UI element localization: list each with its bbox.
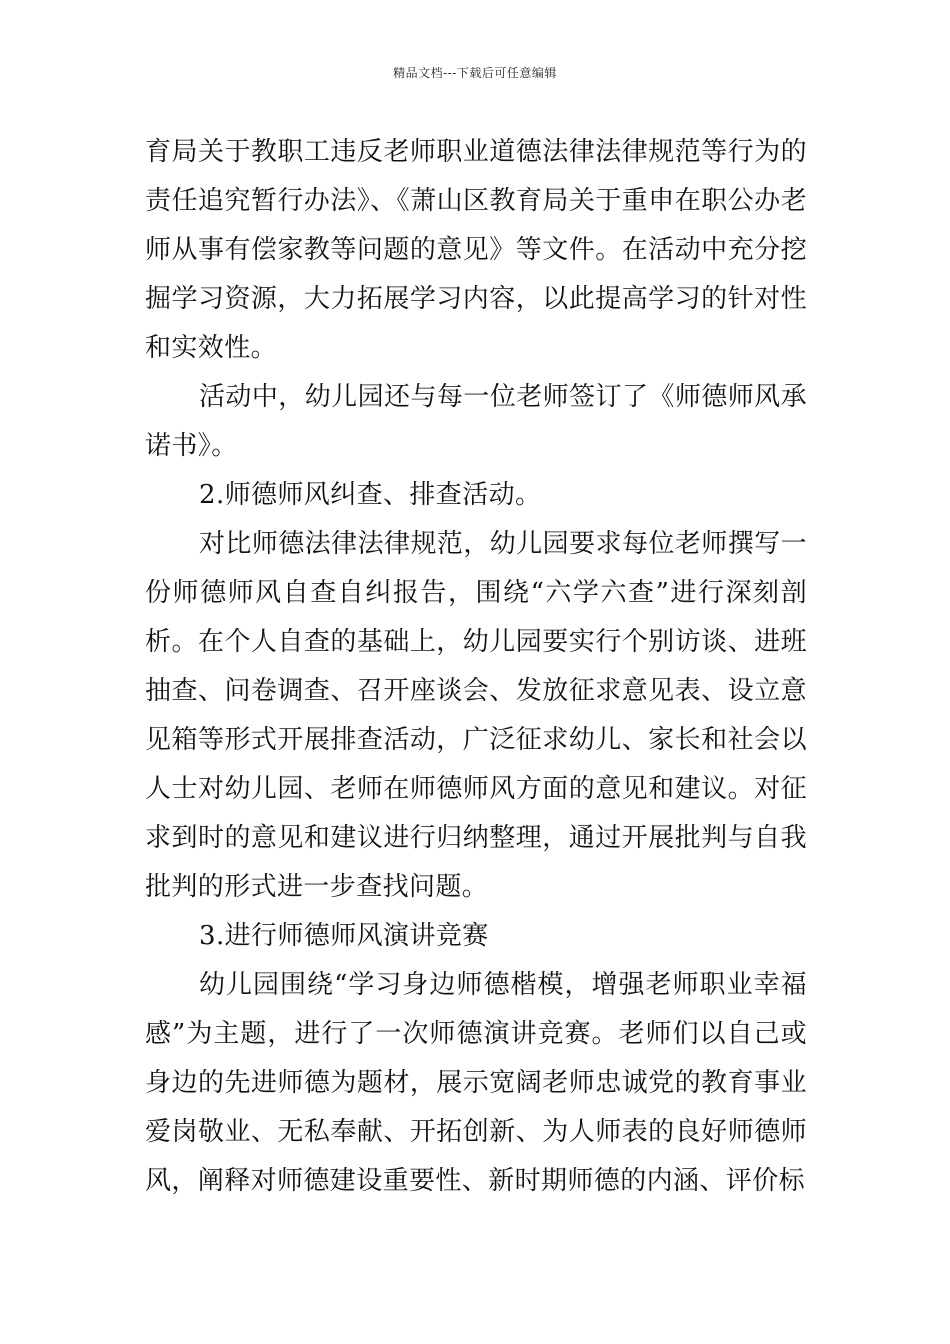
page-header: 精品文档---下载后可任意编辑 [393, 66, 557, 80]
paragraph-commitment: 活动中，幼儿园还与每一位老师签订了《师德师风承诺书》。 [145, 382, 807, 461]
section-heading-3: 3.进行师德师风演讲竞赛 [199, 921, 489, 951]
paragraph-speech-contest: 幼儿园围绕“学习身边师德楷模，增强老师职业幸福感”为主题，进行了一次师德演讲竞赛。老师们以自己或身边的先进师德为题材，展示宽阔老师忠诚党的教育事业爱岗敬业、无私奉献、开拓创新、为人师表的良好师德师风，阐释对师德建设重要性、新时期师德的内涵、评价标 [145, 970, 807, 1196]
paragraph-continuation: 育局关于教职工违反老师职业道德法律法律规范等行为的责任追究暂行办法》、《萧山区教育局关于重申在职公办老师从事有偿家教等问题的意见》等文件。在活动中充分挖掘学习资源，大力拓展学习内容，以此提高学习的针对性和实效性。 [145, 137, 807, 363]
paragraph-self-check: 对比师德法律法律规范，幼儿园要求每位老师撰写一份师德师风自查自纠报告，围绕“六学六查”进行深刻剖析。在个人自查的基础上，幼儿园要实行个别访谈、进班抽查、问卷调查、召开座谈会、发放征求意见表、设立意见箱等形式开展排查活动，广泛征求幼儿、家长和社会以人士对幼儿园、老师在师德师风方面的意见和建议。对征求到时的意见和建议进行归纳整理，通过开展批判与自我批判的形式进一步查找问题。 [145, 529, 807, 902]
section-heading-2: 2.师德师风纠查、排查活动。 [199, 480, 542, 510]
document-body [145, 128, 807, 1206]
